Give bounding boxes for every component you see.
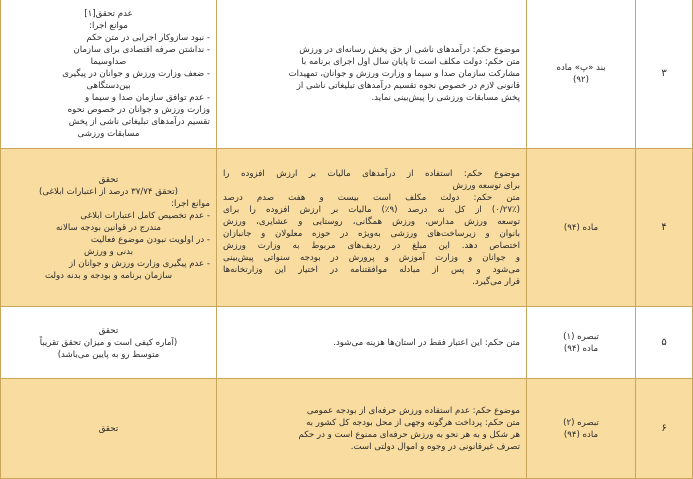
obstacle-line: بدنی و ورزش	[83, 246, 133, 257]
status-title: تحقق	[98, 423, 119, 434]
article-line: (۹۲)	[573, 74, 589, 85]
text-line: و جوانان و وزارت آموزش و پرورش در بودجه سنواتی پیش‌بینی	[223, 252, 520, 263]
status-detail: (آماره کیفی است و میزان تحقق تقریباً	[39, 337, 178, 348]
text-line: (۰/۲۷٪) از کل نه درصد (۹٪) مالیات بر ارزش افزوده را برای	[223, 204, 520, 215]
text-line: می‌شود و پس از مبادله موافقتنامه در اختیار این وزارتخانه‌ها	[223, 264, 520, 275]
row-number: ۵	[636, 307, 693, 379]
obstacle-line: - نداشتن صرفه اقتصادی برای سازمان	[73, 44, 210, 55]
text-line: قرار می‌گیرد.	[472, 276, 520, 287]
status-detail: متوسط رو به پایین می‌باشد)	[57, 349, 160, 360]
status-cell	[1, 149, 217, 307]
article-cell	[527, 307, 636, 379]
obstacles-heading: موانع اجرا:	[171, 198, 210, 209]
table-row	[1, 149, 693, 307]
article-line: ماده (۹۴)	[563, 343, 599, 354]
status-title: تحقق	[98, 174, 119, 185]
text-line: بانوان و زیرساخت‌های ورزشی به‌ویژه در حوزه معلولان و جانبازان	[223, 228, 520, 239]
status-cell	[1, 379, 217, 479]
obstacle-line: - در اولویت نبودن موضوع فعالیت	[90, 234, 210, 245]
provision-text-cell	[217, 379, 527, 479]
text-line: برای توسعه ورزش	[452, 180, 520, 191]
article-cell	[527, 0, 636, 149]
article-cell	[527, 149, 636, 307]
text-line: متن حکم: دولت مکلف است تا پایان سال اول اجرای برنامه با	[301, 56, 520, 67]
provision-text-cell	[217, 0, 527, 149]
text-line: متن حکم: پرداخت هرگونه وجهی از محل بودجه کل کشور به	[306, 417, 520, 428]
status-cell	[1, 307, 217, 379]
obstacle-line: - ضعف وزارت ورزش و جوانان در پیگیری	[62, 68, 210, 79]
obstacle-line: تقسیم درآمدهای تبلیغاتی ناشی از پخش	[68, 116, 210, 127]
status-title: عدم تحقق[۱]	[84, 8, 133, 19]
text-line: موضوع حکم: عدم استفاده ورزش حرفه‌ای از بودجه عمومی	[306, 405, 520, 416]
text-line: هر شکل و به هر نحو به ورزش حرفه‌ای ممنوع است و در حکم	[298, 429, 520, 440]
text-line: مشارکت سازمان صدا و سیما و وزارت ورزش و جوانان، تمهیدات	[288, 68, 520, 79]
article-line: ماده (۹۴)	[563, 429, 599, 440]
obstacle-line: - عدم تخصیص کامل اعتبارات ابلاغی	[80, 210, 210, 221]
table-row	[1, 0, 693, 149]
table-row	[1, 379, 693, 479]
article-line: تبصره (۲)	[563, 417, 599, 428]
text-line: موضوع حکم: استفاده از درآمدهای مالیات بر ارزش افزوده را	[223, 168, 520, 179]
text-line: متن حکم: این اعتبار فقط در استان‌ها هزینه می‌شود.	[333, 337, 520, 348]
article-line: بند «پ» ماده	[556, 62, 606, 73]
article-cell	[527, 379, 636, 479]
text-line: تصرف غیرقانونی در وجوه و اموال دولتی است.	[350, 441, 520, 452]
status-cell	[1, 0, 217, 149]
obstacle-line: - عدم پیگیری وزارت ورزش و جوانان از	[69, 258, 210, 269]
text-line: اختصاص دهد. این مبلغ در ردیف‌های مربوط به وزارت ورزش	[223, 240, 520, 251]
obstacle-line: - نبود سازوکار اجرایی در متن حکم	[86, 32, 210, 43]
provision-text-cell	[217, 149, 527, 307]
row-number: ۶	[636, 379, 693, 479]
obstacle-line: مسابقات ورزشی	[77, 128, 140, 139]
table-row	[1, 307, 693, 379]
status-detail: (تحقق ۳۷/۷۴ درصد از اعتبارات ابلاغی)	[38, 186, 179, 197]
obstacle-line: صداوسیما	[90, 56, 127, 67]
obstacle-line: مندرج در قوانین بودجه سالانه	[55, 222, 162, 233]
article-line: تبصره (۱)	[563, 331, 599, 342]
obstacle-line: - عدم توافق سازمان صدا و سیما و	[84, 92, 210, 103]
obstacle-line: سازمان برنامه و بودجه و بدنه دولت	[44, 270, 173, 281]
text-line: موضوع حکم: درآمدهای ناشی از حق پخش رسانه‌ای در ورزش	[299, 44, 520, 55]
article-line: ماده (۹۴)	[563, 222, 599, 233]
status-title: تحقق	[98, 325, 119, 336]
row-number: ۴	[636, 149, 693, 307]
obstacle-line: وزارت ورزش و جوانان در خصوص نحوه	[67, 104, 210, 115]
text-line: توسعه ورزش مدارس، ورزش همگانی، روستایی و عشایری، ورزش	[223, 216, 520, 227]
obstacle-line: بین‌دستگاهی	[86, 80, 131, 91]
text-line: متن حکم: دولت مکلف است بیست و هفت صدم درصد	[223, 192, 520, 203]
provision-text-cell	[217, 307, 527, 379]
row-number: ۳	[636, 0, 693, 149]
obstacles-heading: موانع اجرا:	[89, 20, 128, 31]
text-line: پخش مسابقات ورزشی را پیش‌بینی نماید.	[371, 92, 520, 103]
text-line: قانونی لازم در خصوص نحوه تقسیم درآمدهای تبلیغاتی ناشی از	[296, 80, 520, 91]
